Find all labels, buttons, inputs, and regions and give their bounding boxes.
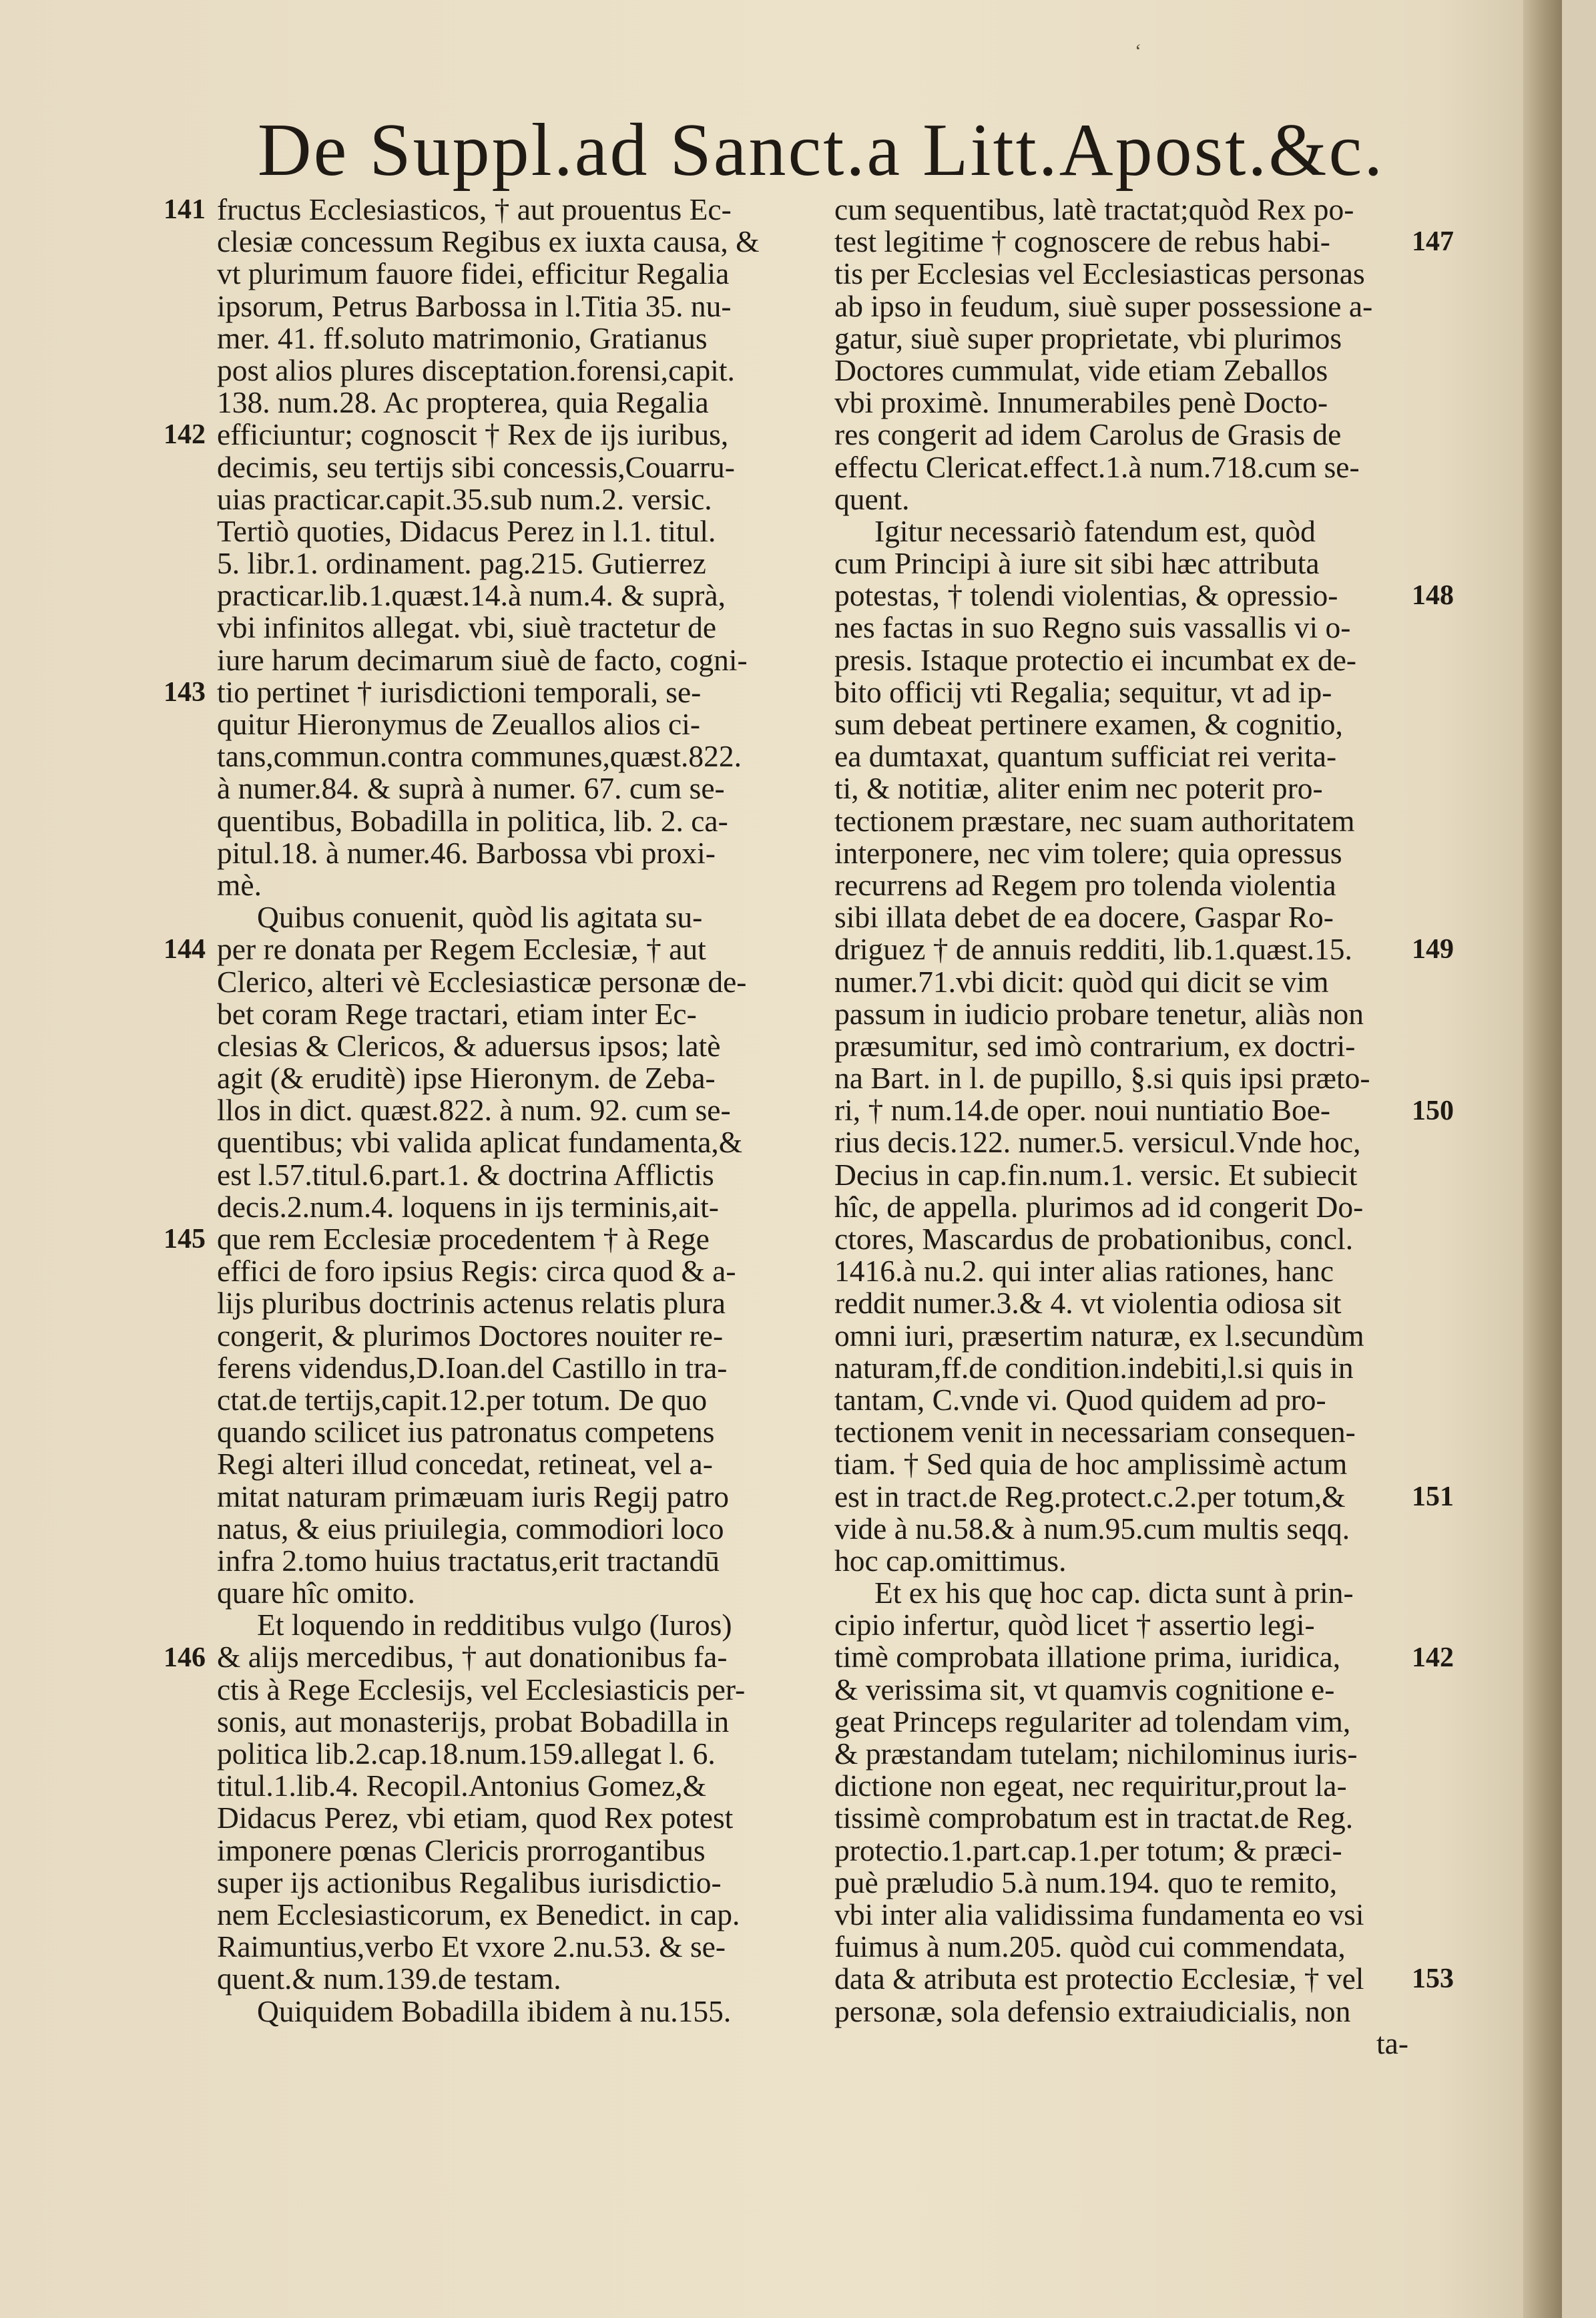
text-line: decimis, seu tertijs sibi concessis,Couarru- [217, 449, 735, 484]
margin-number: 145 [164, 1224, 206, 1254]
text-line: na Bart. in l. de pupillo, §.si quis ipsi præto- [834, 1061, 1370, 1096]
text-line: quent. [834, 481, 910, 516]
text-line: efficiuntur; cognoscit † Rex de ijs iuribus, [217, 417, 729, 452]
text-line: ipsorum, Petrus Barbossa in l.Titia 35. nu- [217, 288, 732, 323]
text-line: politica lib.2.cap.18.num.159.allegat l. 6. [217, 1736, 716, 1771]
text-line: fuimus à num.205. quòd cui commendata, [834, 1929, 1346, 1964]
margin-number: 146 [164, 1642, 206, 1673]
text-line: lijs pluribus doctrinis actenus relatis plura [217, 1286, 726, 1321]
text-line: passum in iudicio probare tenetur, aliàs non [834, 996, 1364, 1031]
text-line: recurrens ad Regem pro tolenda violentia [834, 867, 1336, 902]
text-line: ri, † num.14.de oper. noui nuntiatio Boe- [834, 1093, 1331, 1128]
text-line: tissimè comprobatum est in tractat.de Reg. [834, 1801, 1354, 1835]
text-line: 138. num.28. Ac propterea, quia Regalia [217, 385, 709, 420]
text-line: reddit numer.3.& 4. vt violentia odiosa sit [834, 1286, 1342, 1321]
text-line: cum Principi à iure sit sibi hæc attributa [834, 546, 1320, 581]
text-line: cum sequentibus, latè tractat;quòd Rex po- [834, 192, 1354, 226]
text-line: que rem Ecclesiæ procedentem † à Rege [217, 1222, 710, 1256]
text-line: cipio infertur, quòd licet † assertio legi- [834, 1608, 1315, 1642]
text-line: omni iuri, præsertim naturæ, ex l.secundùm [834, 1318, 1364, 1353]
text-line: nes factas in suo Regno suis vassallis vi o- [834, 610, 1351, 645]
text-line: 5. libr.1. ordinament. pag.215. Gutierrez [217, 546, 706, 581]
text-line: ti, & notitiæ, aliter enim nec poterit pro- [834, 771, 1323, 806]
text-line: quare hîc omito. [217, 1576, 415, 1610]
margin-number: 142 [1412, 1642, 1454, 1673]
text-line: dictione non egeat, nec requiritur,prout la- [834, 1769, 1347, 1803]
text-line: potestas, † tolendi violentias, & opressio- [834, 578, 1338, 613]
text-line: & verissima sit, vt quamvis cognitione e- [834, 1672, 1335, 1706]
text-line: Doctores cummulat, vide etiam Zeballos [834, 353, 1328, 387]
text-line: bet coram Rege tractari, etiam inter Ec- [217, 996, 697, 1031]
text-line: Regi alteri illud concedat, retineat, vel a- [217, 1447, 713, 1481]
text-line: Decius in cap.fin.num.1. versic. Et subiecit [834, 1157, 1358, 1192]
text-line: pitul.18. à numer.46. Barbossa vbi proxi- [217, 835, 716, 870]
text-line: est in tract.de Reg.protect.c.2.per totum,& [834, 1479, 1346, 1514]
text-line: timè comprobata illatione prima, iuridica, [834, 1640, 1341, 1674]
text-line: infra 2.tomo huius tractatus,erit tractandū [217, 1543, 720, 1578]
text-line: clesias & Clericos, & aduersus ipsos; latè [217, 1028, 721, 1063]
text-line: rius decis.122. numer.5. versicul.Vnde hoc, [834, 1125, 1361, 1160]
margin-number: 141 [164, 194, 206, 225]
margin-number: 153 [1412, 1963, 1454, 1994]
text-line: geat Princeps regulariter ad tolendam vim, [834, 1704, 1351, 1738]
text-line: vbi infinitos allegat. vbi, siuè tractetur de [217, 610, 717, 645]
text-line: est l.57.titul.6.part.1. & doctrina Afflictis [217, 1157, 714, 1192]
text-line: 1416.à nu.2. qui inter alias rationes, hanc [834, 1254, 1334, 1289]
text-line: natus, & eius priuilegia, commodiori loco [217, 1511, 724, 1546]
text-line: tantam, C.vnde vi. Quod quidem ad pro- [834, 1382, 1326, 1417]
text-line: ea dumtaxat, quantum sufficiat rei verita- [834, 739, 1337, 774]
text-line: tectionem præstare, nec suam authoritatem [834, 803, 1355, 838]
margin-number: 144 [164, 934, 206, 965]
text-line: gatur, siuè super proprietate, vbi plurimos [834, 320, 1342, 355]
text-line: præsumitur, sed imò contrarium, ex doctri- [834, 1028, 1356, 1063]
text-line: quent.& num.139.de testam. [217, 1961, 561, 1996]
text-line: effici de foro ipsius Regis: circa quod & a- [217, 1254, 736, 1289]
text-line: titul.1.lib.4. Recopil.Antonius Gomez,& [217, 1769, 706, 1803]
margin-number: 148 [1412, 580, 1454, 611]
text-line: & præstandam tutelam; nichilominus iuris- [834, 1736, 1358, 1771]
text-line: fructus Ecclesiasticos, † aut prouentus Ec- [217, 192, 732, 226]
text-line: vide à nu.58.& à num.95.cum multis seqq. [834, 1511, 1350, 1546]
text-line: iure harum decimarum siuè de facto, cogni- [217, 642, 748, 677]
text-line: uias practicar.capit.35.sub num.2. versic. [217, 481, 712, 516]
text-line: tio pertinet † iurisdictioni temporali, se- [217, 674, 702, 709]
text-line: test legitime † cognoscere de rebus habi- [834, 224, 1330, 259]
text-line: Quiquidem Bobadilla ibidem à nu.155. [257, 1994, 732, 2028]
margin-number: 150 [1412, 1096, 1454, 1126]
text-line: interponere, nec vim tolere; quia opressus [834, 835, 1342, 870]
text-line: effectu Clericat.effect.1.à num.718.cum se- [834, 449, 1360, 484]
margin-number: 151 [1412, 1481, 1454, 1512]
margin-number: 142 [164, 419, 206, 450]
text-line: agit (& eruditè) ipse Hieronym. de Zeba- [217, 1061, 716, 1096]
text-line: bito officij vti Regalia; sequitur, vt ad ip- [834, 674, 1332, 709]
text-line: protectio.1.part.cap.1.per totum; & præci- [834, 1833, 1342, 1867]
text-line: ferens videndus,D.Ioan.del Castillo in tra- [217, 1350, 728, 1385]
text-line: quitur Hieronymus de Zeuallos alios ci- [217, 707, 701, 741]
ink-speck: ‘ [1135, 40, 1141, 62]
text-line: Didacus Perez, vbi etiam, quod Rex potest [217, 1801, 734, 1835]
text-line: imponere pœnas Clericis prorrogantibus [217, 1833, 706, 1867]
text-line: mer. 41. ff.soluto matrimonio, Gratianus [217, 320, 708, 355]
margin-number: 147 [1412, 226, 1454, 257]
text-line: Raimuntius,verbo Et vxore 2.nu.53. & se- [217, 1929, 726, 1964]
text-line: data & atributa est protectio Ecclesiæ, † vel [834, 1961, 1364, 1996]
text-line: mè. [217, 867, 262, 902]
text-line: Clerico, alteri vè Ecclesiasticæ personæ de- [217, 964, 747, 999]
text-line: quando scilicet ius patronatus competens [217, 1415, 715, 1449]
text-line: personæ, sola defensio extraiudicialis, non [834, 1994, 1351, 2028]
text-line: mitat naturam primæuam iuris Regij patro [217, 1479, 730, 1514]
text-line: vt plurimum fauore fidei, efficitur Regalia [217, 256, 730, 291]
text-line: tectionem venit in necessariam consequen- [834, 1415, 1356, 1449]
margin-number: 149 [1412, 934, 1454, 965]
running-header: De Suppl.ad Sanct.a Litt.Apost.&c. [257, 109, 1385, 192]
text-line: sum debeat pertinere examen, & cognitio, [834, 707, 1343, 741]
text-line: ctat.de tertijs,capit.12.per totum. De quo [217, 1382, 708, 1417]
text-line: clesiæ concessum Regibus ex iuxta causa, & [217, 224, 760, 259]
text-line: super ijs actionibus Regalibus iurisdictio- [217, 1865, 722, 1899]
text-line: hîc, de appella. plurimos ad id congerit Do- [834, 1189, 1364, 1224]
text-line: llos in dict. quæst.822. à num. 92. cum se- [217, 1093, 731, 1128]
text-line: Quibus conuenit, quòd lis agitata su- [257, 900, 703, 935]
text-line: & alijs mercedibus, † aut donationibus fa- [217, 1640, 728, 1674]
text-line: tans,commun.contra communes,quæst.822. [217, 739, 742, 774]
margin-number: 143 [164, 677, 206, 708]
text-line: Et ex his quę hoc cap. dicta sunt à prin- [874, 1576, 1354, 1610]
text-line: congerit, & plurimos Doctores nouiter re- [217, 1318, 724, 1353]
catchword: ta- [1376, 2026, 1408, 2060]
text-line: sonis, aut monasterijs, probat Bobadilla in [217, 1704, 730, 1738]
text-line: à numer.84. & suprà à numer. 67. cum se- [217, 771, 725, 806]
text-line: tiam. † Sed quia de hoc amplissimè actum [834, 1447, 1348, 1481]
text-line: post alios plures disceptation.forensi,capit. [217, 353, 735, 387]
text-line: ctis à Rege Ecclesijs, vel Ecclesiasticis per- [217, 1672, 746, 1706]
right-text-column [834, 194, 1408, 2060]
left-text-column [217, 194, 794, 2028]
text-line: quentibus; vbi valida aplicat fundamenta,& [217, 1125, 743, 1160]
text-line: Tertiò quoties, Didacus Perez in l.1. titul. [217, 513, 716, 548]
text-line: Igitur necessariò fatendum est, quòd [874, 513, 1316, 548]
text-line: driguez † de annuis redditi, lib.1.quæst.15. [834, 932, 1352, 967]
text-line: Et loquendo in redditibus vulgo (Iuros) [257, 1608, 732, 1642]
text-line: ctores, Mascardus de probationibus, concl. [834, 1222, 1354, 1256]
text-line: vbi inter alia validissima fundamenta eo vsi [834, 1897, 1364, 1931]
text-line: res congerit ad idem Carolus de Grasis de [834, 417, 1342, 452]
text-line: sibi illata debet de ea docere, Gaspar Ro- [834, 900, 1334, 935]
text-line: practicar.lib.1.quæst.14.à num.4. & suprà, [217, 578, 726, 613]
text-line: naturam,ff.de condition.indebiti,l.si quis in [834, 1350, 1354, 1385]
text-line: numer.71.vbi dicit: quòd qui dicit se vim [834, 964, 1329, 999]
text-line: ab ipso in feudum, siuè super possessione a- [834, 288, 1373, 323]
text-line: tis per Ecclesias vel Ecclesiasticas personas [834, 256, 1365, 291]
text-line: hoc cap.omittimus. [834, 1543, 1067, 1578]
text-line: per re donata per Regem Ecclesiæ, † aut [217, 932, 706, 967]
text-line: puè præludio 5.à num.194. quo te remito, [834, 1865, 1338, 1899]
binding-gutter [1523, 0, 1562, 2318]
text-line: presis. Istaque protectio ei incumbat ex de- [834, 642, 1357, 677]
text-line: nem Ecclesiasticorum, ex Benedict. in cap. [217, 1897, 740, 1931]
text-line: quentibus, Bobadilla in politica, lib. 2. ca- [217, 803, 728, 838]
text-line: decis.2.num.4. loquens in ijs terminis,ait- [217, 1189, 719, 1224]
text-line: vbi proximè. Innumerabiles penè Docto- [834, 385, 1328, 420]
